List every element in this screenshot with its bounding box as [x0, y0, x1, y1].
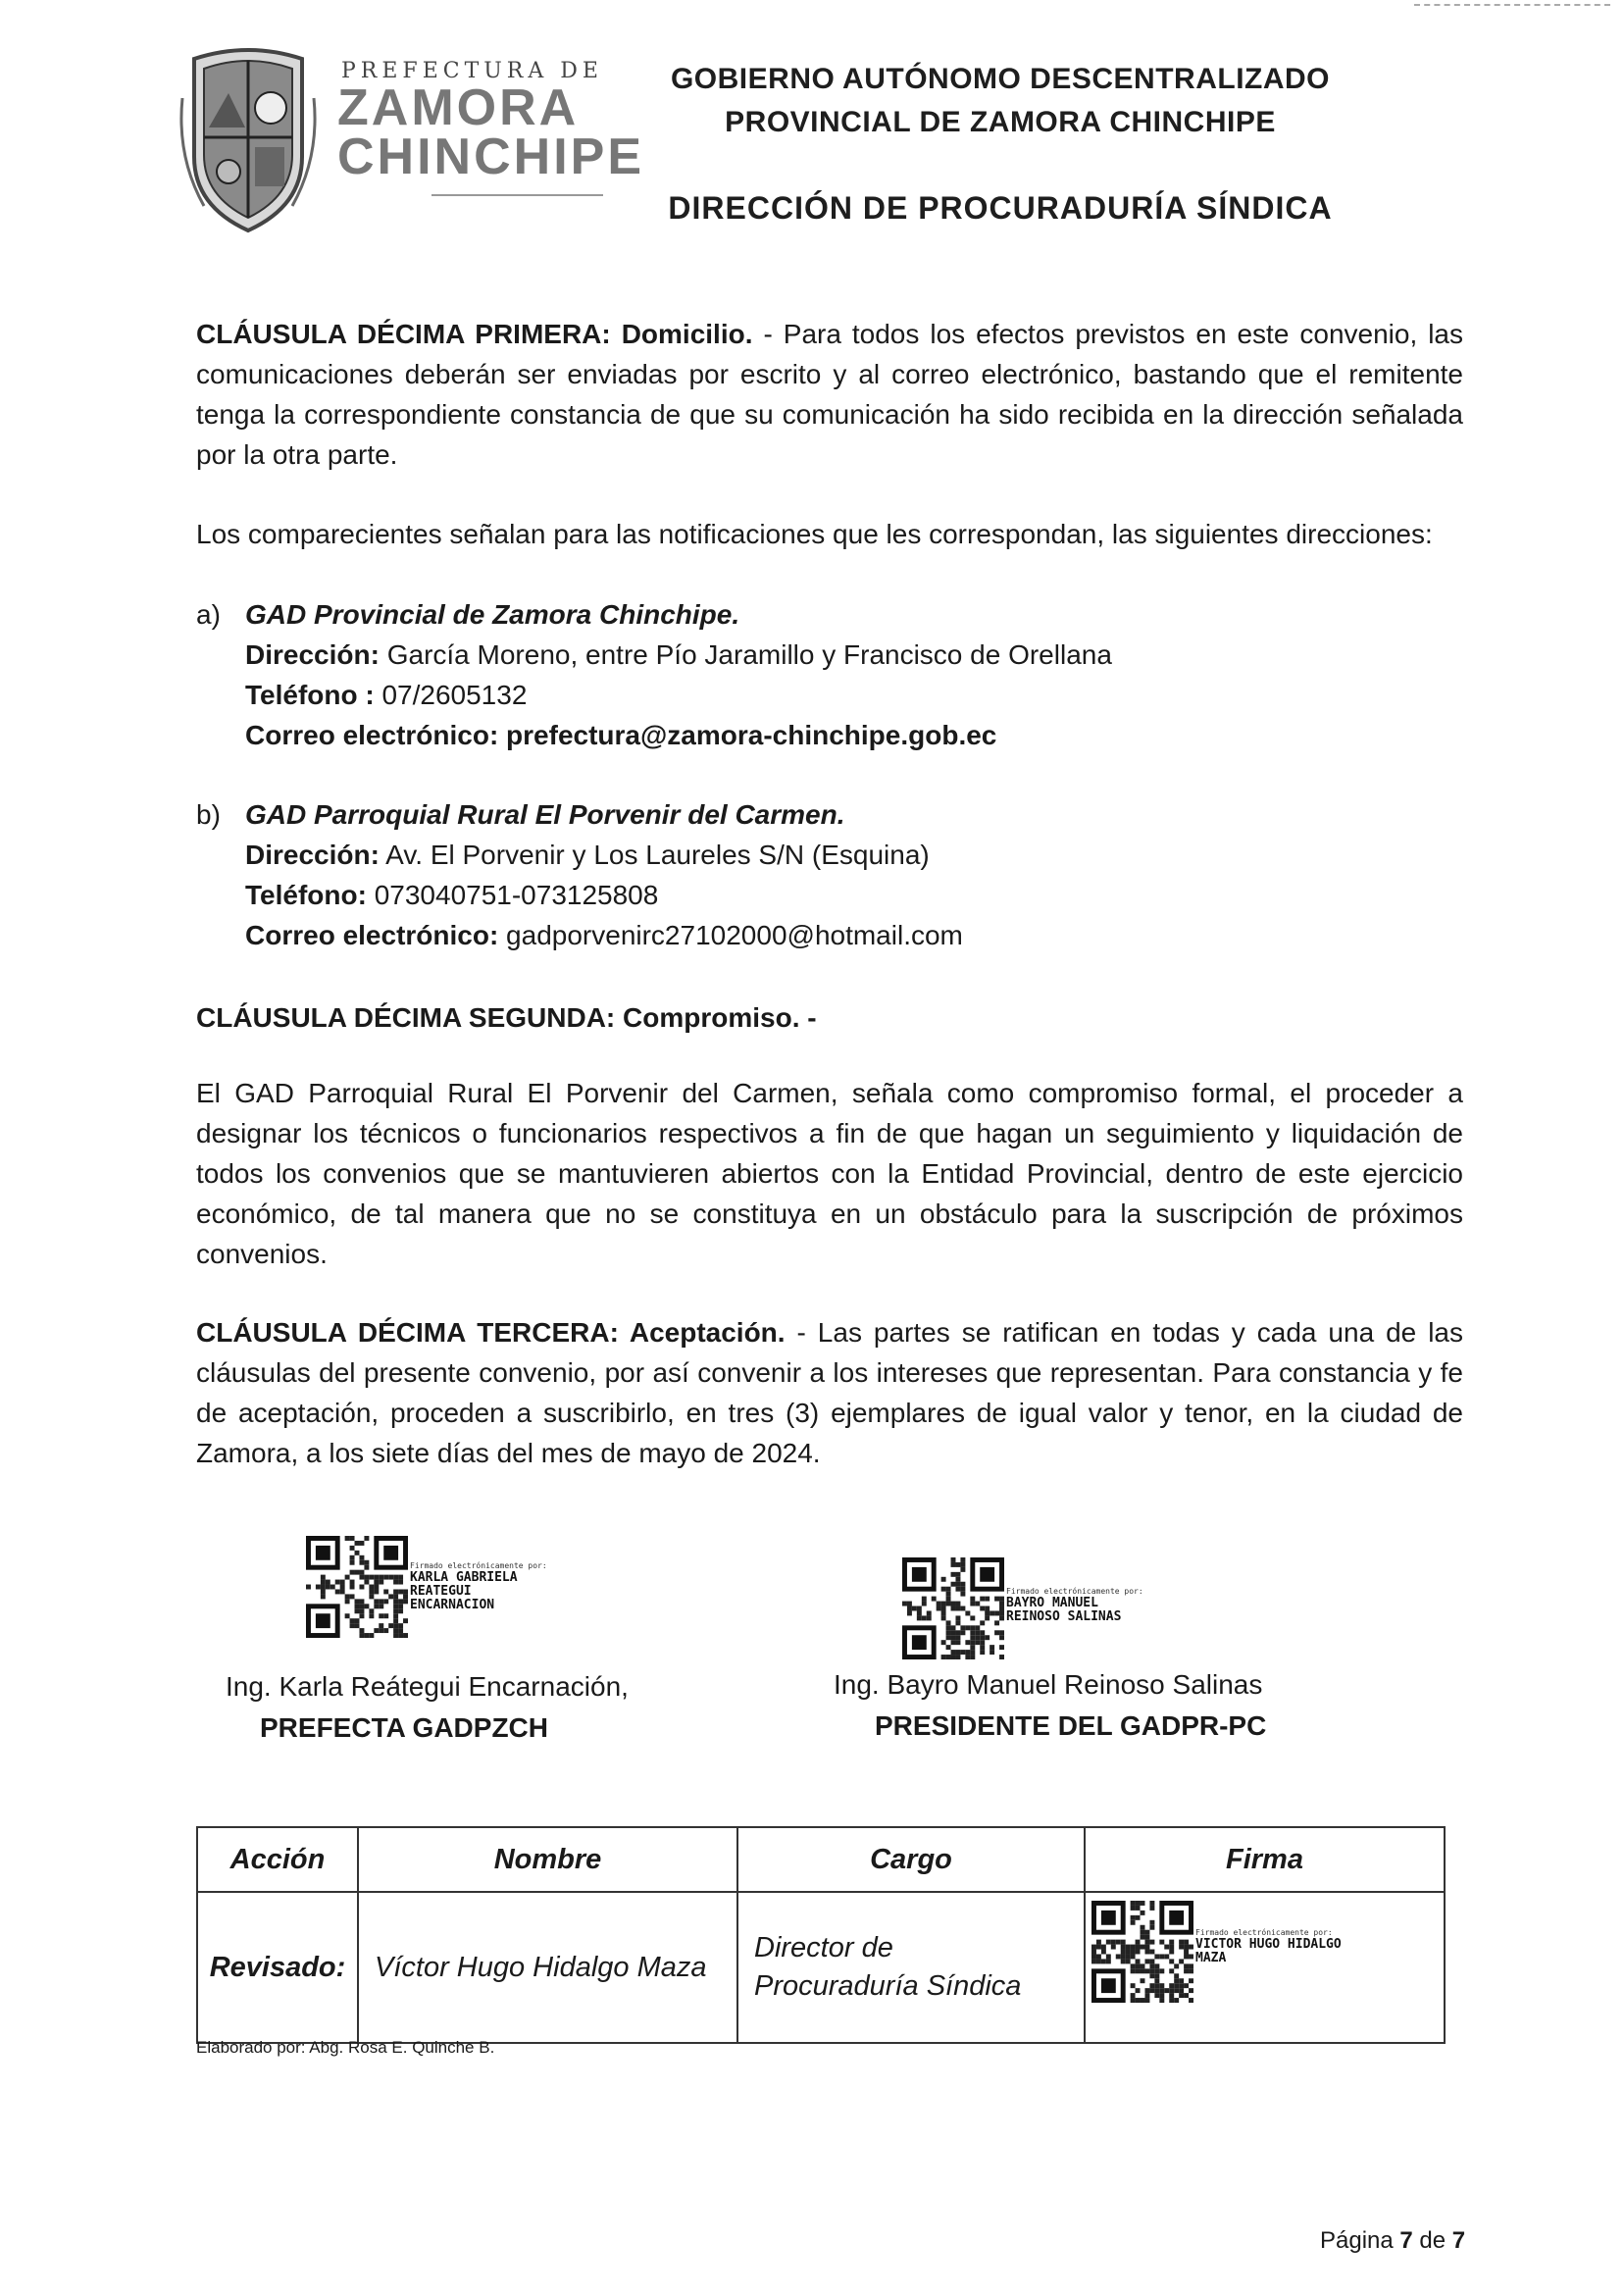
party-a-email: Correo electrónico: prefectura@zamora-chinchipe.gob.ec: [245, 720, 997, 750]
logo-prefectura-text: PREFECTURA DE: [341, 59, 603, 83]
row-action: Revisado:: [197, 1892, 358, 2043]
party-b-phone: [245, 875, 658, 915]
review-table: [196, 1826, 1446, 2044]
clause-13-paragraph: [196, 1312, 1463, 1473]
page-prefix: Página: [1320, 2227, 1400, 2254]
party-a-phone-value: 07/2605132: [374, 680, 528, 710]
header-firma: Firma: [1085, 1827, 1445, 1892]
party-b-email: [245, 915, 963, 955]
sig-reviewer-stamp-line2: MAZA: [1195, 1951, 1227, 1965]
row-cargo-line2: Procuraduría Síndica: [754, 1970, 1022, 2002]
clause-11-paragraph: [196, 314, 1463, 475]
header-title-line1: GOBIERNO AUTÓNOMO DESCENTRALIZADO: [670, 63, 1331, 95]
signatory-left-role: PREFECTA GADPZCH: [260, 1712, 548, 1743]
signature-qr-left: [306, 1536, 408, 1638]
party-a-name: GAD Provincial de Zamora Chinchipe.: [245, 599, 740, 630]
sig-left-caption: Firmado electrónicamente por:: [410, 1561, 547, 1570]
row-cargo: [737, 1892, 1085, 2043]
party-b-email-value: gadporvenirc27102000@hotmail.com: [498, 920, 963, 950]
scan-edge-mark: [1414, 4, 1610, 8]
sig-left-stamp-line2: REATEGUI: [410, 1584, 472, 1599]
sig-reviewer-caption: Firmado electrónicamente por:: [1195, 1928, 1333, 1937]
row-cargo-line1: Director de: [754, 1932, 893, 1963]
sig-left-stamp-line1: KARLA GABRIELA: [410, 1570, 518, 1585]
sig-right-stamp-line1: BAYRO MANUEL: [1006, 1596, 1098, 1610]
sig-left-stamp-line3: ENCARNACION: [410, 1598, 495, 1612]
logo-underline: [431, 194, 603, 196]
signature-qr-right: [902, 1557, 1004, 1659]
clause-11-body: - Para todos los efectos previstos en este convenio, las comunicaciones deberán ser enviadas por escrito y al correo electrónico, bastando que el remitente tenga la correspondiente constancia de que su comunicación ha sido recibida en la dirección señalada por la otra parte.: [196, 319, 1464, 470]
party-b-address: [245, 835, 930, 875]
clause-11-heading: CLÁUSULA DÉCIMA PRIMERA: Domicilio.: [196, 319, 753, 349]
party-b-marker: b): [196, 799, 221, 830]
header-nombre: Nombre: [358, 1827, 737, 1892]
signature-qr-reviewer: [1091, 1901, 1193, 2003]
party-a-phone-label: Teléfono :: [245, 680, 375, 710]
prepared-by-note: Elaborado por: Abg. Rosa E. Quinche B.: [196, 2038, 495, 2057]
row-signature-cell: [1085, 1892, 1445, 2043]
party-b-name: GAD Parroquial Rural El Porvenir del Carmen.: [245, 799, 845, 830]
party-b-phone-value: 073040751-073125808: [366, 880, 659, 910]
party-b-email-label: Correo electrónico:: [245, 920, 499, 950]
party-b-phone-label: Teléfono:: [245, 880, 367, 910]
signatory-right-role: PRESIDENTE DEL GADPR-PC: [875, 1710, 1267, 1741]
party-a-address-label: Dirección:: [245, 639, 380, 670]
clause-12-heading: CLÁUSULA DÉCIMA SEGUNDA: Compromiso. -: [196, 1002, 817, 1033]
header-title-line2: PROVINCIAL DE ZAMORA CHINCHIPE: [725, 106, 1276, 138]
addresses-intro: Los comparecientes señalan para las notificaciones que les correspondan, las siguientes direcciones:: [196, 519, 1433, 549]
sig-right-caption: Firmado electrónicamente por:: [1006, 1587, 1143, 1596]
row-name: Víctor Hugo Hidalgo Maza: [358, 1892, 737, 2043]
table-row: [197, 1892, 1445, 2043]
prefecture-shield-logo: [175, 39, 322, 240]
header-accion: Acción: [197, 1827, 358, 1892]
sig-reviewer-stamp-name: [1195, 1938, 1342, 1965]
sig-right-stamp-name: [1006, 1597, 1121, 1624]
party-a-phone: [245, 675, 527, 715]
signatory-left-name: Ing. Karla Reátegui Encarnación,: [226, 1671, 629, 1702]
sig-right-stamp-line2: REINOSO SALINAS: [1006, 1609, 1122, 1624]
header-cargo: Cargo: [737, 1827, 1085, 1892]
signatory-right-name: Ing. Bayro Manuel Reinoso Salinas: [834, 1669, 1263, 1700]
clause-13-heading: CLÁUSULA DÉCIMA TERCERA: Aceptación.: [196, 1317, 786, 1348]
page-total: 7: [1451, 2227, 1466, 2254]
page-number: [1320, 2227, 1465, 2255]
review-table-header-row: [197, 1827, 1445, 1892]
clause-13-body: - Las partes se ratifican en todas y cada una de las cláusulas del presente convenio, por así convenir a los intereses que representan. Para constancia y fe de aceptación, proceden a suscribirlo, en tres (3) ejemplares de igual valor y tenor, en la ciudad de Zamora, a los siete días del mes de mayo de 2024.: [196, 1317, 1464, 1468]
logo-chinchipe-text: CHINCHIPE: [337, 128, 645, 185]
sig-reviewer-stamp-line1: VICTOR HUGO HIDALGO: [1195, 1937, 1342, 1952]
clause-12-body: El GAD Parroquial Rural El Porvenir del Carmen, señala como compromiso formal, el proceder a designar los técnicos o funcionarios respectivos a fin de que hagan un seguimiento y liquidación de todos los convenios que se mantuvieren abiertos con la Entidad Provincial, dentro de este ejercicio económico, de tal manera que no se constituya en un obstáculo para la suscripción de próximos convenios.: [196, 1078, 1463, 1269]
party-b-address-value: Av. El Porvenir y Los Laureles S/N (Esquina): [379, 840, 930, 870]
sig-left-stamp-name: [410, 1571, 518, 1612]
logo-zamora-text: ZAMORA: [337, 79, 580, 136]
page-separator: de: [1412, 2227, 1452, 2254]
page-current: 7: [1399, 2227, 1413, 2254]
header-department: DIRECCIÓN DE PROCURADURÍA SÍNDICA: [668, 190, 1333, 226]
party-a-marker: a): [196, 599, 221, 630]
party-a-address: [245, 635, 1112, 675]
party-b-address-label: Dirección:: [245, 840, 380, 870]
party-a-address-value: García Moreno, entre Pío Jaramillo y Francisco de Orellana: [379, 639, 1112, 670]
